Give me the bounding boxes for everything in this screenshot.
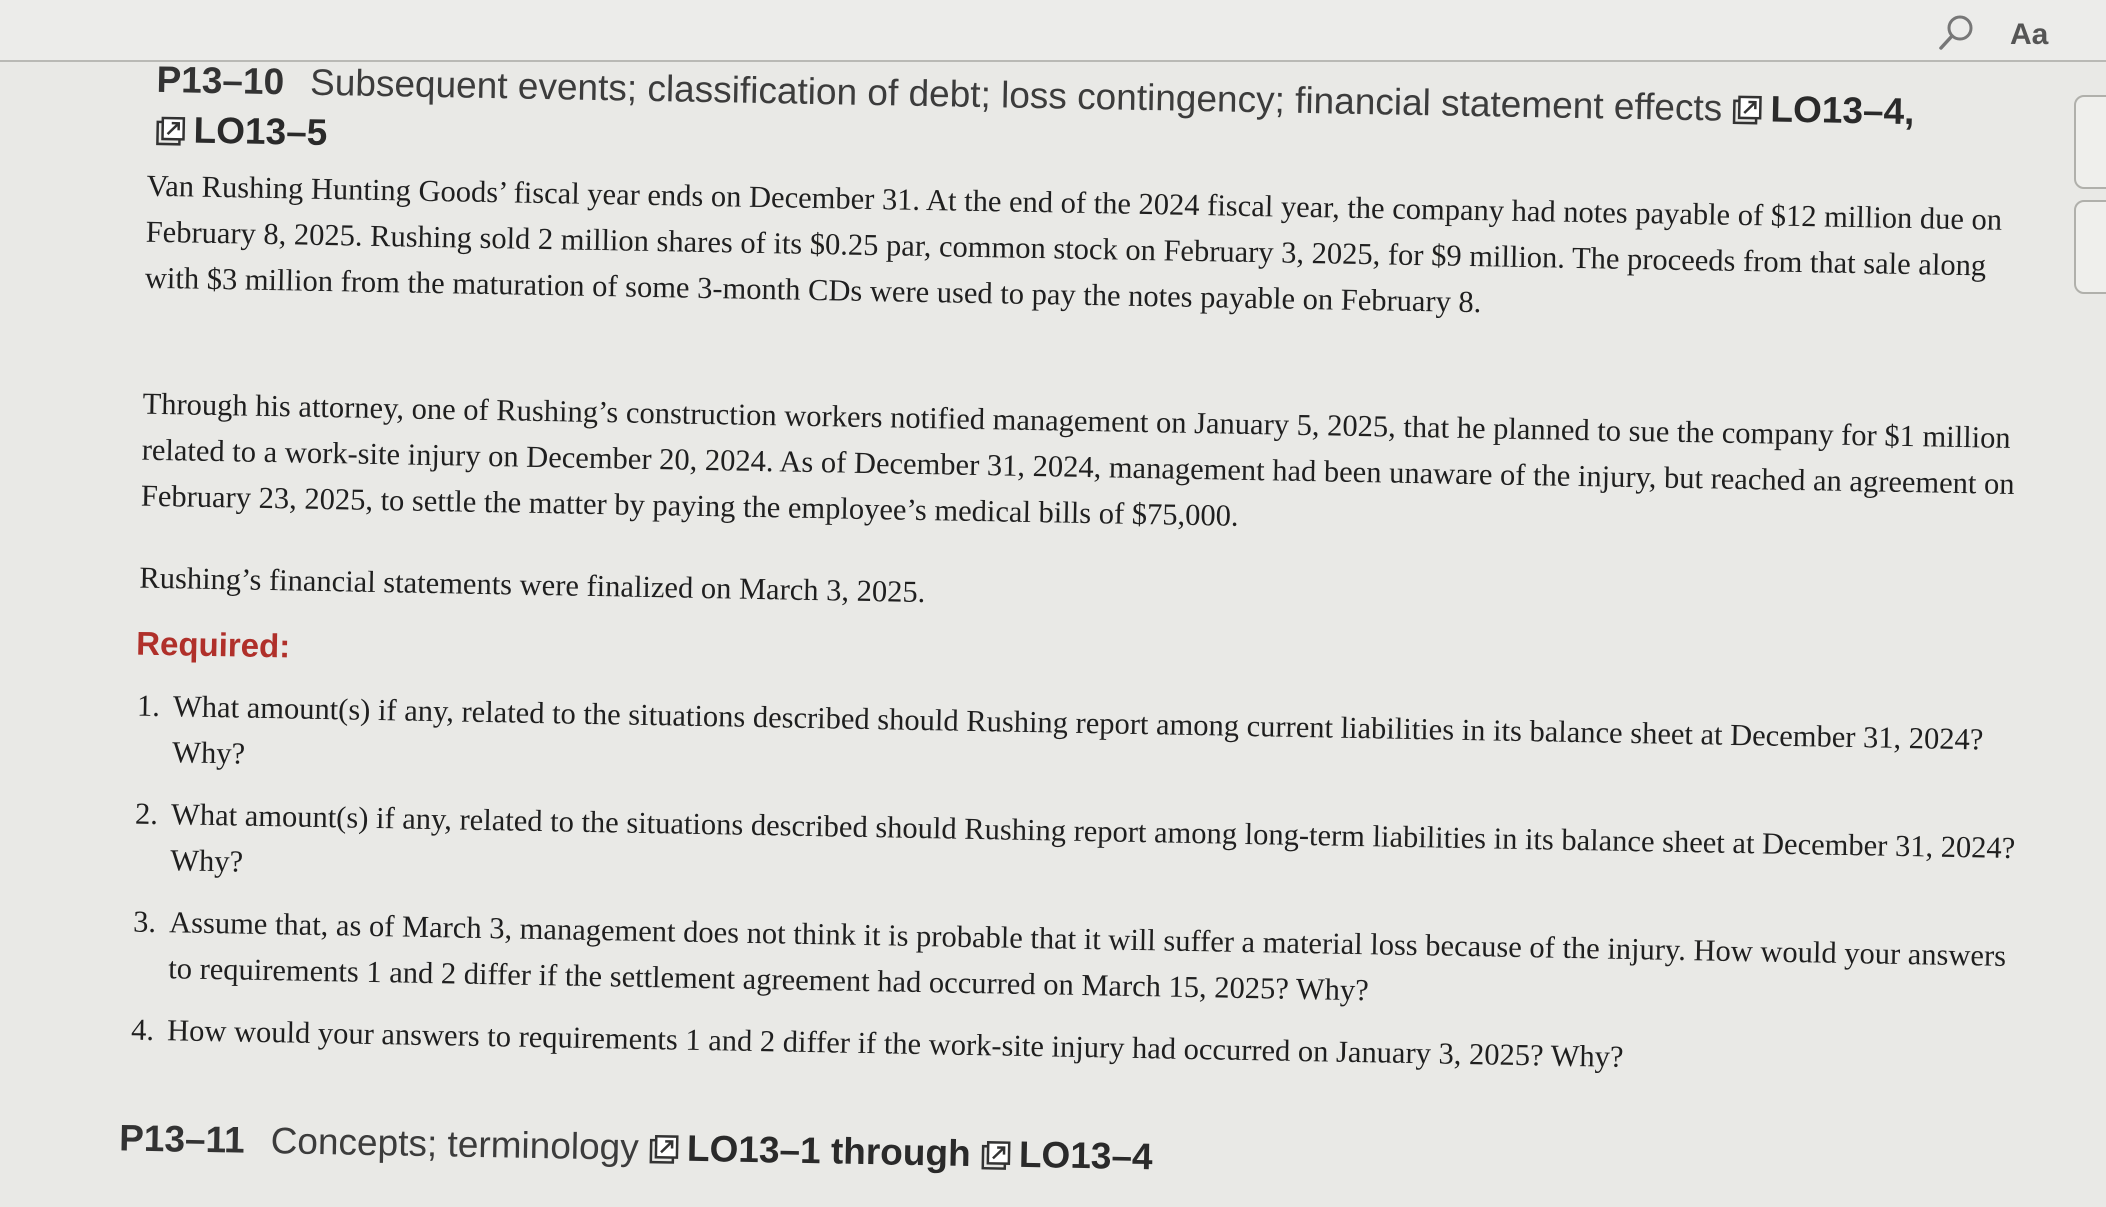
problem-number: P13–10 [156,58,285,103]
problem-title: Subsequent events; classification of debt; loss contingency; financial statement effects [309,61,1723,129]
requirement-text: What amount(s) if any, related to the situations described should Rushing report among current liabilities in its balance sheet at December 31, 2024? Why? [171,689,1984,771]
requirement-text: Assume that, as of March 3, management does not think it is probable that it will suffer a material loss because of the injury. How would your answers to requirements 1 and 2 differ if the settlement agreement had occurred on March 15, 2025? Why? [167,905,2007,1008]
requirement-number: 4. [130,1012,155,1047]
external-link-icon[interactable] [1732,95,1763,126]
requirement-item [132,899,2033,1026]
learning-objective-link[interactable]: LO13–1 through [686,1127,972,1174]
problem-paragraph: Rushing’s financial statements were finalized on March 3, 2025. [139,560,926,610]
problem-paragraph: Through his attorney, one of Rushing’s construction workers notified management on January 5, 2025, that he planned to sue the company for $1 million related to a work-site injury on December 20, 2024. As of December 31, 2024, management had been unaware of the injury, but reached an agreement on February 23, 2025, to settle the matter by paying the employee’s medical bills of $75,000. [140,386,2015,533]
problem-number: P13–11 [118,1117,246,1161]
requirement-number: 2. [134,796,159,832]
requirement-number: 3. [132,904,157,940]
requirement-text: What amount(s) if any, related to the situations described should Rushing report among long-term liabilities in its balance sheet at December 31, 2024? Why? [169,797,2016,879]
problem-title: Concepts; terminology [270,1120,640,1168]
requirement-text: How would your answers to requirements 1 and 2 differ if the work-site injury had occurred on January 3, 2025? Why? [166,1013,1624,1074]
external-link-icon[interactable] [155,116,186,147]
learning-objective-link[interactable]: LO13–4, [1770,88,1915,133]
required-heading: Required: [135,624,291,665]
requirement-item [134,791,2035,918]
external-link-icon[interactable] [981,1140,1012,1171]
next-problem-header [119,1117,1919,1192]
text-size-button[interactable]: Aa [2010,18,2049,51]
learning-objective-link[interactable]: LO13–5 [193,109,328,154]
learning-objective-link[interactable]: LO13–4 [1018,1133,1153,1178]
requirement-number: 1. [136,688,161,724]
requirements-list [130,683,2037,1104]
external-link-icon[interactable] [649,1134,680,1165]
problem-paragraph: Van Rushing Hunting Goods’ fiscal year ends on December 31. At the end of the 2024 fiscal year, the company had notes payable of $12 million due on February 8, 2025. Rushing sold 2 million shares of its $0.25 par, common stock on February 3, 2025, for $9 million. The proceeds from that sale along with $3 million from the maturation of some 3-month CDs were used to pay the notes payable on February 8. [144,168,2003,320]
requirement-item [136,683,2037,810]
